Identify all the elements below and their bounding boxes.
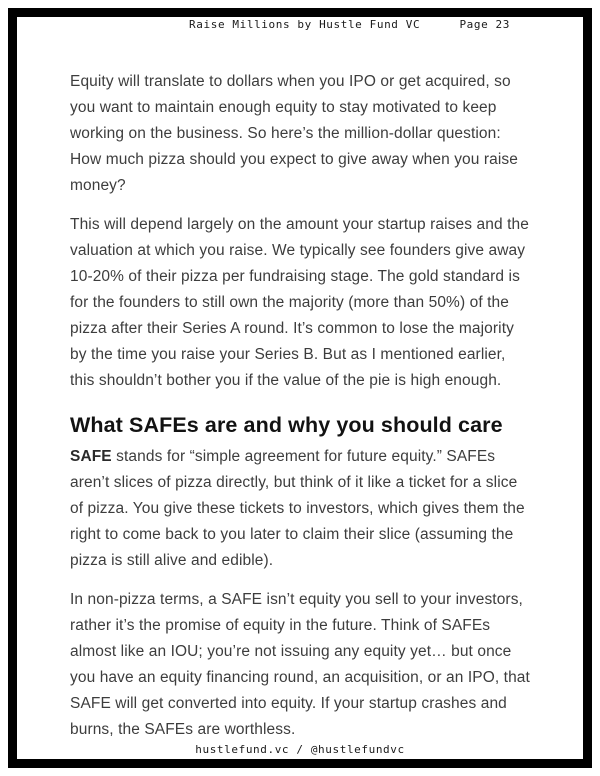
- paragraph-dilution-standard: [70, 212, 534, 394]
- paragraph-text: This will depend largely on the amount your startup raises and the valuation at which you raise. We typically see founders give away 10-20% of their pizza per fundraising stage. The gold standard is for the founders to still own the majority (more than 50%) of the pizza after their Series A round. It’s common to lose the majority by the time you raise your Series B. But as I mentioned earlier, this shouldn’t bother you if the value of the pie is high enough.: [70, 216, 529, 389]
- paragraph-text: In non-pizza terms, a SAFE isn’t equity you sell to your investors, rather it’s the promise of equity in the future. Think of SAFEs almost like an IOU; you’re not issuing any equity yet… but once you have an equity financing round, an acquisition, or an IPO, that SAFE will get converted into equity. If your startup crashes and burns, the SAFEs are worthless.: [70, 591, 530, 738]
- section-heading: What SAFEs are and why you should care: [70, 413, 503, 437]
- footer-text: hustlefund.vc / @hustlefundvc: [195, 743, 405, 756]
- paragraph-safe-definition: [70, 444, 534, 574]
- paragraph-safe-non-pizza: [70, 587, 534, 743]
- page-header: [0, 18, 600, 34]
- page-footer: [0, 743, 600, 756]
- paragraph-equity-translate: [70, 69, 534, 199]
- page-content: [70, 69, 534, 756]
- paragraph-lead-bold: SAFE: [70, 448, 112, 465]
- paragraph-text: Equity will translate to dollars when you IPO or get acquired, so you want to maintain enough equity to stay motivated to keep working on the business. So here’s the million-dollar question: How much pizza should you expect to give away when you raise money?: [70, 73, 518, 194]
- paragraph-text: stands for “simple agreement for future equity.” SAFEs aren’t slices of pizza directly, but think of it like a ticket for a slice of pizza. You give these tickets to investors, which gives them the right to come back to you later to claim their slice (assuming the pizza is still alive and edible).: [70, 448, 525, 569]
- book-title: Raise Millions by Hustle Fund VC: [189, 18, 421, 31]
- page-number: Page 23: [459, 18, 510, 31]
